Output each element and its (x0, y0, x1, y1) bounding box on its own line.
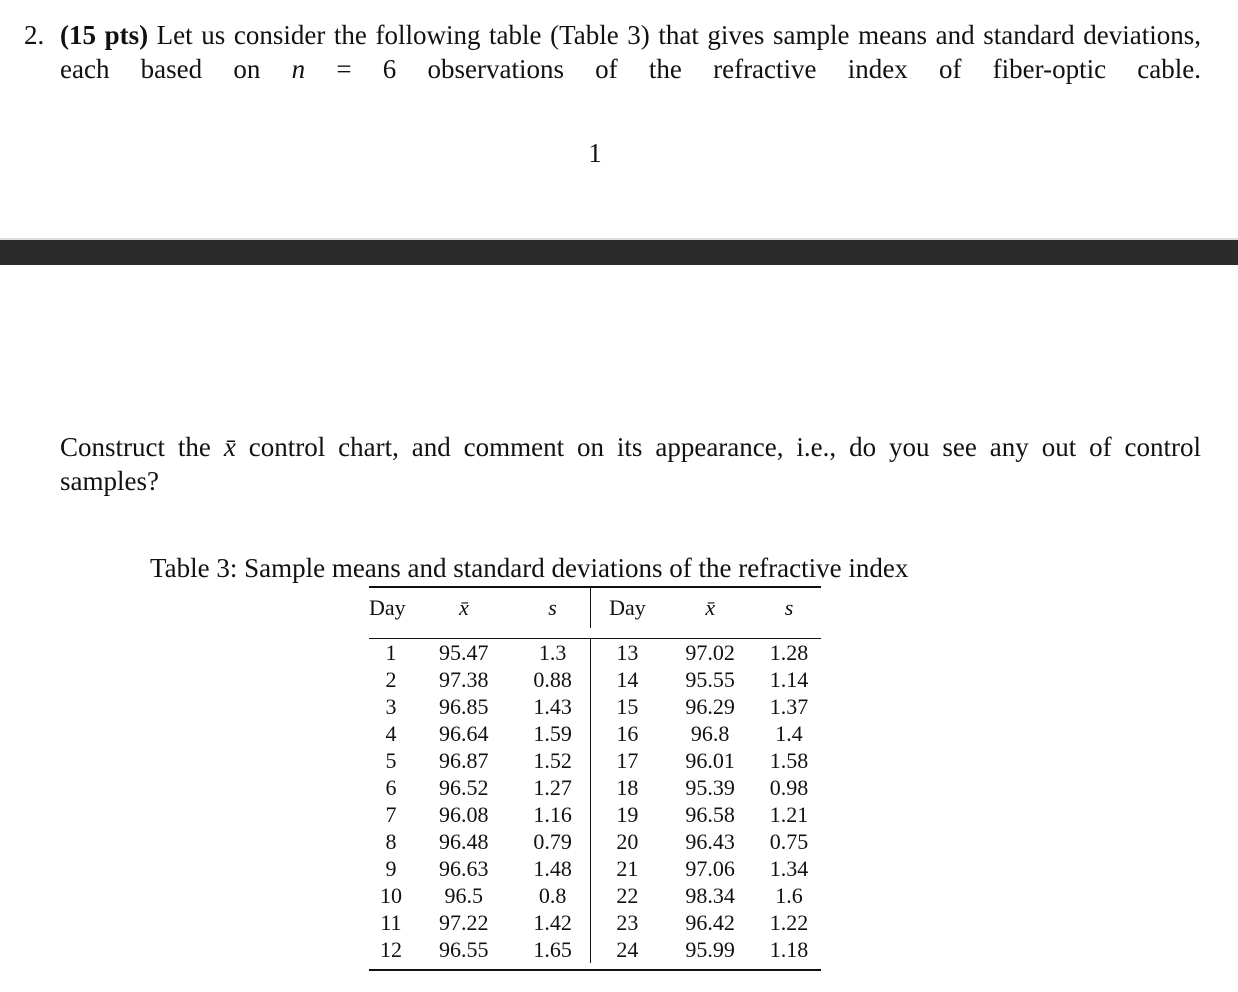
table-row (369, 774, 821, 801)
table-cell-s2: 1.58 (769, 748, 809, 773)
table-bottom-rule (369, 969, 821, 971)
table-cell-x2: 95.39 (685, 775, 735, 800)
table-cell-day1: 7 (385, 802, 397, 827)
table-cell-day2: 15 (616, 694, 639, 719)
question-line2-a: deviations, each based on (60, 20, 1202, 84)
table-cell-s2: 0.98 (769, 775, 809, 800)
table-cell-day2: 18 (616, 775, 639, 800)
table-row (369, 693, 821, 720)
table-cell-s1: 1.59 (515, 720, 591, 747)
table-cell-x1: 97.22 (439, 910, 489, 935)
table-row (369, 801, 821, 828)
table-cell-x2: 95.99 (685, 937, 735, 962)
table-cell-s2: 1.18 (769, 937, 809, 962)
table-cell-day1: 2 (385, 667, 397, 692)
table-cell-x1: 96.52 (439, 775, 489, 800)
table-caption: Table 3: Sample means and standard deviations of the refractive index (150, 553, 909, 583)
table-cell-s2: 1.6 (775, 883, 803, 908)
table-cell-s1: 1.42 (515, 909, 591, 936)
table-cell-day1: 9 (385, 856, 397, 881)
table-cell-s1: 1.52 (515, 747, 591, 774)
table-cell-day2: 23 (616, 910, 639, 935)
table-cell-day2: 19 (616, 802, 639, 827)
table-row (369, 720, 821, 747)
table-row (369, 882, 821, 909)
prompt-text (60, 430, 1201, 498)
table-cell-day1: 11 (380, 910, 402, 935)
table-row (369, 639, 821, 666)
table-cell-day1: 6 (385, 775, 397, 800)
table-cell-s1: 0.79 (515, 828, 591, 855)
n-symbol: n (291, 54, 306, 84)
table-cell-s2: 0.75 (769, 829, 809, 854)
table-cell-s1: 1.48 (515, 855, 591, 882)
table-row (369, 909, 821, 936)
table-cell-s1: 1.27 (515, 774, 591, 801)
table-cell-x2: 98.34 (685, 883, 735, 908)
table-cell-s2: 1.28 (769, 640, 809, 665)
table-cell-x2: 96.42 (685, 910, 735, 935)
table-cell-day2: 17 (616, 748, 639, 773)
table-cell-x2: 97.02 (685, 640, 735, 665)
table-cell-x1: 96.85 (439, 694, 489, 719)
header-s: s (515, 588, 591, 628)
table-cell-x1: 96.48 (439, 829, 489, 854)
table-row (369, 936, 821, 963)
points-label: (15 pts) (60, 20, 149, 50)
prompt-part-b: control chart, and comment on its appearance, i.e., do you see any out of control samples? (60, 432, 1201, 496)
table-header-row (369, 588, 821, 628)
question-line2-b: = 6 observations of the refractive index of fiber-optic cable. (305, 54, 1201, 84)
header-day: Day (609, 595, 646, 620)
table-cell-day1: 1 (385, 640, 397, 665)
table-cell-day1: 8 (385, 829, 397, 854)
table-cell-s2: 1.4 (775, 721, 803, 746)
table-cell-x1: 96.64 (439, 721, 489, 746)
table-cell-s1: 0.8 (515, 882, 591, 909)
header-xbar: x̄ (458, 595, 469, 620)
table-cell-day1: 4 (385, 721, 397, 746)
table-cell-s2: 1.22 (769, 910, 809, 935)
table-cell-s1: 1.65 (515, 936, 591, 963)
table-cell-day1: 3 (385, 694, 397, 719)
question-number: 2. (24, 20, 45, 50)
table-cell-x2: 96.8 (690, 721, 730, 746)
table-cell-s2: 1.34 (769, 856, 809, 881)
table-cell-day2: 14 (616, 667, 639, 692)
header-day: Day (369, 595, 406, 620)
table-cell-s1: 1.3 (515, 639, 591, 666)
table-cell-x2: 97.06 (685, 856, 735, 881)
data-table (369, 586, 821, 971)
table-cell-x1: 96.55 (439, 937, 489, 962)
table-row (369, 828, 821, 855)
table-cell-s1: 1.43 (515, 693, 591, 720)
table-row (369, 666, 821, 693)
question-text (60, 18, 1201, 86)
table-cell-day2: 16 (616, 721, 639, 746)
table-cell-day2: 24 (616, 937, 639, 962)
table-cell-day2: 22 (616, 883, 639, 908)
table-cell-s2: 1.37 (769, 694, 809, 719)
prompt-part-a: Construct the (60, 432, 224, 462)
table-cell-x2: 96.58 (685, 802, 735, 827)
table-cell-x2: 96.01 (685, 748, 735, 773)
table-row (369, 747, 821, 774)
question-line1: Let us consider the following table (Table 3) that gives sample means and standard (148, 20, 1075, 50)
table-cell-x1: 96.63 (439, 856, 489, 881)
header-xbar: x̄ (705, 595, 716, 620)
table-cell-day2: 13 (616, 640, 639, 665)
table-cell-x1: 95.47 (439, 640, 489, 665)
table-cell-s1: 1.16 (515, 801, 591, 828)
table-cell-day1: 12 (379, 937, 402, 962)
table-cell-x2: 96.29 (685, 694, 735, 719)
table-cell-day2: 20 (616, 829, 639, 854)
table-cell-day1: 10 (379, 883, 402, 908)
table-cell-x1: 97.38 (439, 667, 489, 692)
table-cell-x2: 96.43 (685, 829, 735, 854)
table-cell-day2: 21 (616, 856, 639, 881)
table-cell-x1: 96.87 (439, 748, 489, 773)
table-cell-s1: 0.88 (515, 666, 591, 693)
header-s: s (784, 595, 794, 620)
table-row (369, 855, 821, 882)
table-cell-x2: 95.55 (685, 667, 735, 692)
xbar-symbol: x̄ (223, 432, 236, 462)
table-cell-s2: 1.14 (769, 667, 809, 692)
page-break-bar (0, 238, 1238, 265)
table-cell-day1: 5 (385, 748, 397, 773)
table-cell-s2: 1.21 (769, 802, 809, 827)
page-number: 1 (588, 138, 602, 168)
table-cell-x1: 96.5 (444, 883, 484, 908)
table-cell-x1: 96.08 (439, 802, 489, 827)
